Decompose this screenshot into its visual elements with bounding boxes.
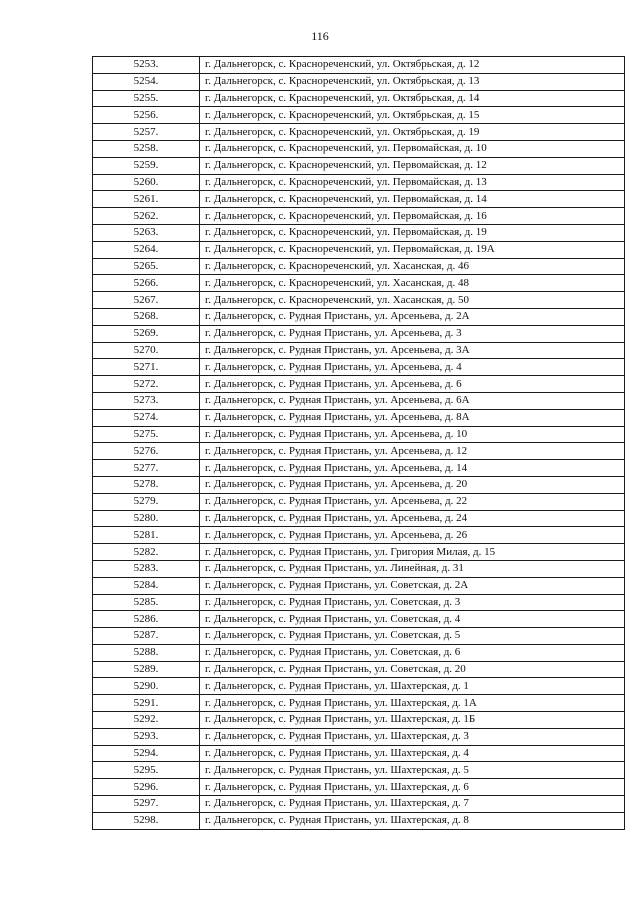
row-number-cell: 5287. <box>93 628 200 645</box>
table-row <box>93 762 625 779</box>
table-row <box>93 392 625 409</box>
table-row <box>93 124 625 141</box>
table-row <box>93 208 625 225</box>
row-number-cell: 5254. <box>93 73 200 90</box>
row-number-cell: 5277. <box>93 460 200 477</box>
address-cell: г. Дальнегорск, с. Рудная Пристань, ул. Арсеньева, д. 22 <box>200 493 625 510</box>
row-number-cell: 5253. <box>93 57 200 74</box>
row-number-cell: 5288. <box>93 644 200 661</box>
address-cell: г. Дальнегорск, с. Рудная Пристань, ул. Григория Милая, д. 15 <box>200 544 625 561</box>
address-cell: г. Дальнегорск, с. Краснореченский, ул. Октябрьская, д. 13 <box>200 73 625 90</box>
row-number-cell: 5256. <box>93 107 200 124</box>
row-number-cell: 5282. <box>93 544 200 561</box>
row-number-cell: 5274. <box>93 409 200 426</box>
address-cell: г. Дальнегорск, с. Краснореченский, ул. Хасанская, д. 50 <box>200 292 625 309</box>
row-number-cell: 5292. <box>93 712 200 729</box>
address-cell: г. Дальнегорск, с. Краснореченский, ул. Хасанская, д. 48 <box>200 275 625 292</box>
table-row <box>93 57 625 74</box>
address-cell: г. Дальнегорск, с. Краснореченский, ул. Октябрьская, д. 15 <box>200 107 625 124</box>
address-cell: г. Дальнегорск, с. Рудная Пристань, ул. Арсеньева, д. 8А <box>200 409 625 426</box>
table-row <box>93 241 625 258</box>
table-row <box>93 90 625 107</box>
address-cell: г. Дальнегорск, с. Рудная Пристань, ул. Советская, д. 20 <box>200 661 625 678</box>
table-row <box>93 174 625 191</box>
row-number-cell: 5273. <box>93 392 200 409</box>
address-cell: г. Дальнегорск, с. Рудная Пристань, ул. Советская, д. 2А <box>200 577 625 594</box>
address-cell: г. Дальнегорск, с. Рудная Пристань, ул. Арсеньева, д. 3 <box>200 325 625 342</box>
address-table <box>92 56 625 830</box>
table-row <box>93 292 625 309</box>
address-cell: г. Дальнегорск, с. Краснореченский, ул. Первомайская, д. 14 <box>200 191 625 208</box>
address-cell: г. Дальнегорск, с. Рудная Пристань, ул. Советская, д. 3 <box>200 594 625 611</box>
table-row <box>93 140 625 157</box>
table-row <box>93 325 625 342</box>
row-number-cell: 5281. <box>93 527 200 544</box>
table-row <box>93 476 625 493</box>
address-cell: г. Дальнегорск, с. Краснореченский, ул. Первомайская, д. 12 <box>200 157 625 174</box>
address-cell: г. Дальнегорск, с. Рудная Пристань, ул. Арсеньева, д. 12 <box>200 443 625 460</box>
table-row <box>93 191 625 208</box>
address-cell: г. Дальнегорск, с. Рудная Пристань, ул. Линейная, д. 31 <box>200 560 625 577</box>
row-number-cell: 5291. <box>93 695 200 712</box>
table-row <box>93 426 625 443</box>
address-cell: г. Дальнегорск, с. Рудная Пристань, ул. Арсеньева, д. 24 <box>200 510 625 527</box>
table-row <box>93 308 625 325</box>
table-row <box>93 796 625 813</box>
row-number-cell: 5286. <box>93 611 200 628</box>
row-number-cell: 5264. <box>93 241 200 258</box>
row-number-cell: 5279. <box>93 493 200 510</box>
row-number-cell: 5298. <box>93 812 200 829</box>
row-number-cell: 5268. <box>93 308 200 325</box>
row-number-cell: 5272. <box>93 376 200 393</box>
table-row <box>93 376 625 393</box>
table-row <box>93 594 625 611</box>
row-number-cell: 5293. <box>93 728 200 745</box>
row-number-cell: 5260. <box>93 174 200 191</box>
table-row <box>93 644 625 661</box>
address-cell: г. Дальнегорск, с. Рудная Пристань, ул. Шахтерская, д. 1А <box>200 695 625 712</box>
address-cell: г. Дальнегорск, с. Краснореченский, ул. Первомайская, д. 13 <box>200 174 625 191</box>
table-row <box>93 275 625 292</box>
address-cell: г. Дальнегорск, с. Краснореченский, ул. Первомайская, д. 16 <box>200 208 625 225</box>
address-cell: г. Дальнегорск, с. Рудная Пристань, ул. Шахтерская, д. 1Б <box>200 712 625 729</box>
table-row <box>93 560 625 577</box>
row-number-cell: 5261. <box>93 191 200 208</box>
table-row <box>93 812 625 829</box>
address-cell: г. Дальнегорск, с. Краснореченский, ул. Первомайская, д. 10 <box>200 140 625 157</box>
address-cell: г. Дальнегорск, с. Краснореченский, ул. Октябрьская, д. 14 <box>200 90 625 107</box>
row-number-cell: 5294. <box>93 745 200 762</box>
row-number-cell: 5257. <box>93 124 200 141</box>
address-cell: г. Дальнегорск, с. Рудная Пристань, ул. Арсеньева, д. 26 <box>200 527 625 544</box>
address-cell: г. Дальнегорск, с. Рудная Пристань, ул. Арсеньева, д. 6 <box>200 376 625 393</box>
row-number-cell: 5271. <box>93 359 200 376</box>
row-number-cell: 5270. <box>93 342 200 359</box>
address-cell: г. Дальнегорск, с. Рудная Пристань, ул. Арсеньева, д. 4 <box>200 359 625 376</box>
address-cell: г. Дальнегорск, с. Рудная Пристань, ул. Арсеньева, д. 20 <box>200 476 625 493</box>
address-cell: г. Дальнегорск, с. Рудная Пристань, ул. Шахтерская, д. 5 <box>200 762 625 779</box>
address-cell: г. Дальнегорск, с. Краснореченский, ул. Хасанская, д. 46 <box>200 258 625 275</box>
row-number-cell: 5297. <box>93 796 200 813</box>
address-cell: г. Дальнегорск, с. Рудная Пристань, ул. Советская, д. 4 <box>200 611 625 628</box>
address-cell: г. Дальнегорск, с. Краснореченский, ул. Октябрьская, д. 19 <box>200 124 625 141</box>
table-row <box>93 409 625 426</box>
address-cell: г. Дальнегорск, с. Рудная Пристань, ул. Шахтерская, д. 3 <box>200 728 625 745</box>
table-row <box>93 628 625 645</box>
row-number-cell: 5262. <box>93 208 200 225</box>
table-row <box>93 443 625 460</box>
table-row <box>93 157 625 174</box>
row-number-cell: 5265. <box>93 258 200 275</box>
table-row <box>93 678 625 695</box>
table-row <box>93 779 625 796</box>
row-number-cell: 5295. <box>93 762 200 779</box>
table-row <box>93 661 625 678</box>
address-cell: г. Дальнегорск, с. Краснореченский, ул. Первомайская, д. 19 <box>200 224 625 241</box>
row-number-cell: 5276. <box>93 443 200 460</box>
row-number-cell: 5285. <box>93 594 200 611</box>
table-row <box>93 460 625 477</box>
table-row <box>93 577 625 594</box>
table-row <box>93 359 625 376</box>
table-row <box>93 712 625 729</box>
row-number-cell: 5278. <box>93 476 200 493</box>
address-cell: г. Дальнегорск, с. Рудная Пристань, ул. Шахтерская, д. 4 <box>200 745 625 762</box>
table-row <box>93 544 625 561</box>
address-cell: г. Дальнегорск, с. Рудная Пристань, ул. Шахтерская, д. 7 <box>200 796 625 813</box>
address-cell: г. Дальнегорск, с. Краснореченский, ул. Первомайская, д. 19А <box>200 241 625 258</box>
row-number-cell: 5280. <box>93 510 200 527</box>
table-row <box>93 695 625 712</box>
row-number-cell: 5263. <box>93 224 200 241</box>
page-number: 116 <box>311 29 329 43</box>
address-cell: г. Дальнегорск, с. Рудная Пристань, ул. Шахтерская, д. 6 <box>200 779 625 796</box>
row-number-cell: 5289. <box>93 661 200 678</box>
table-row <box>93 611 625 628</box>
row-number-cell: 5296. <box>93 779 200 796</box>
table-row <box>93 73 625 90</box>
address-cell: г. Дальнегорск, с. Краснореченский, ул. Октябрьская, д. 12 <box>200 57 625 74</box>
table-row <box>93 510 625 527</box>
address-cell: г. Дальнегорск, с. Рудная Пристань, ул. Советская, д. 6 <box>200 644 625 661</box>
address-cell: г. Дальнегорск, с. Рудная Пристань, ул. Советская, д. 5 <box>200 628 625 645</box>
row-number-cell: 5275. <box>93 426 200 443</box>
row-number-cell: 5290. <box>93 678 200 695</box>
row-number-cell: 5255. <box>93 90 200 107</box>
row-number-cell: 5284. <box>93 577 200 594</box>
table-row <box>93 493 625 510</box>
address-cell: г. Дальнегорск, с. Рудная Пристань, ул. Арсеньева, д. 2А <box>200 308 625 325</box>
address-table-body <box>93 57 625 830</box>
address-cell: г. Дальнегорск, с. Рудная Пристань, ул. Шахтерская, д. 8 <box>200 812 625 829</box>
row-number-cell: 5269. <box>93 325 200 342</box>
row-number-cell: 5283. <box>93 560 200 577</box>
table-row <box>93 107 625 124</box>
address-cell: г. Дальнегорск, с. Рудная Пристань, ул. Арсеньева, д. 10 <box>200 426 625 443</box>
row-number-cell: 5259. <box>93 157 200 174</box>
table-row <box>93 527 625 544</box>
row-number-cell: 5258. <box>93 140 200 157</box>
table-row <box>93 728 625 745</box>
address-cell: г. Дальнегорск, с. Рудная Пристань, ул. Арсеньева, д. 14 <box>200 460 625 477</box>
table-row <box>93 745 625 762</box>
table-row <box>93 224 625 241</box>
address-cell: г. Дальнегорск, с. Рудная Пристань, ул. Арсеньева, д. 3А <box>200 342 625 359</box>
row-number-cell: 5267. <box>93 292 200 309</box>
row-number-cell: 5266. <box>93 275 200 292</box>
address-cell: г. Дальнегорск, с. Рудная Пристань, ул. Арсеньева, д. 6А <box>200 392 625 409</box>
table-row <box>93 342 625 359</box>
address-cell: г. Дальнегорск, с. Рудная Пристань, ул. Шахтерская, д. 1 <box>200 678 625 695</box>
table-row <box>93 258 625 275</box>
